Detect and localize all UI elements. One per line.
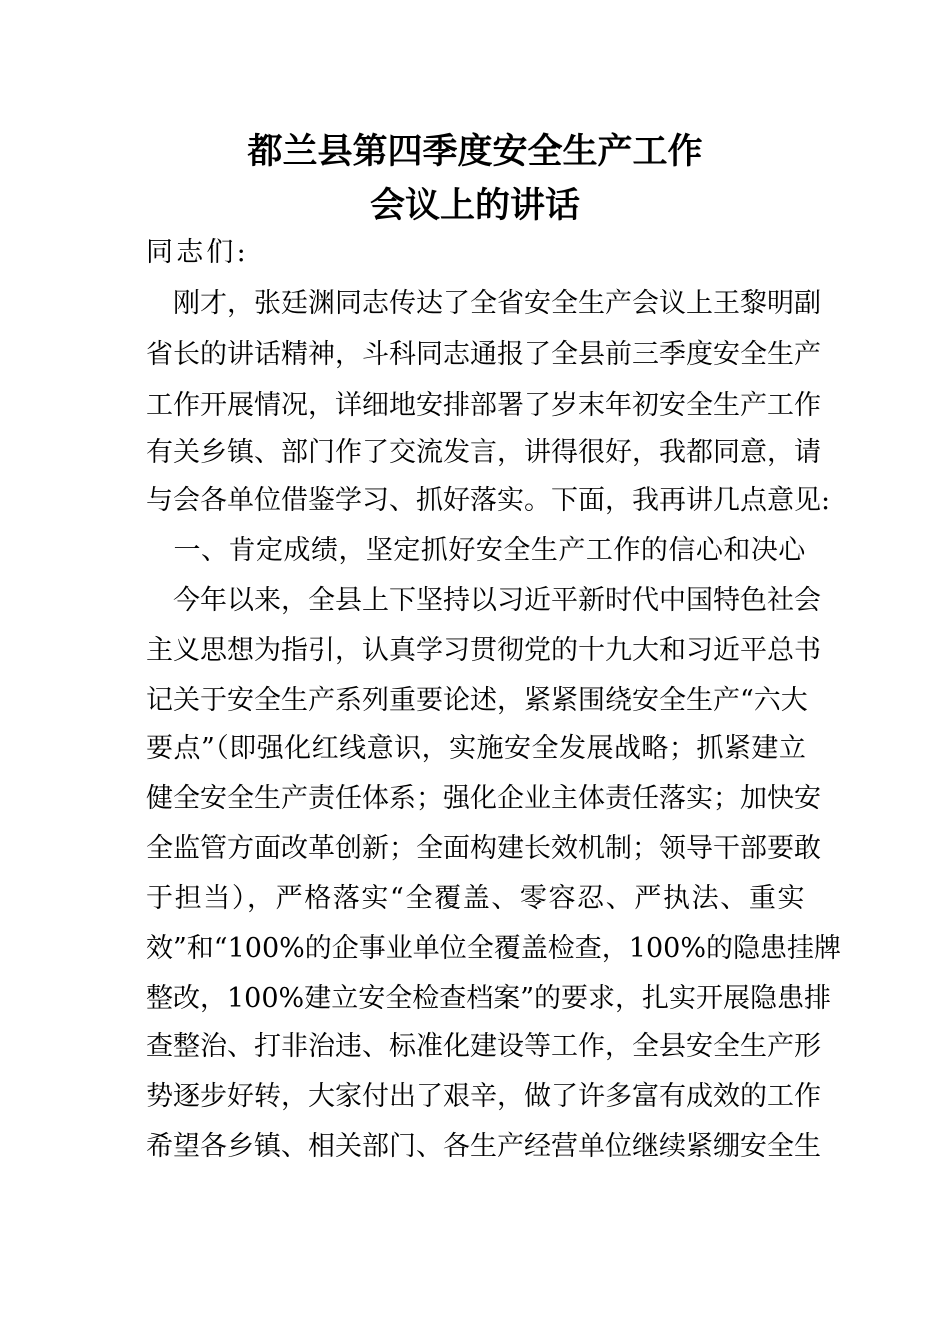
salutation: 同志们: (146, 237, 249, 268)
body-line: 省长的讲话精神，斗科同志通报了全县前三季度安全生产 (146, 339, 821, 370)
document-title-line-2: 会议上的讲话 (369, 186, 580, 226)
body-line: 势逐步好转，大家付出了艰辛，做了许多富有成效的工作 (146, 1081, 821, 1112)
body-line: 查整治、打非治违、标准化建设等工作，全县安全生产形 (146, 1031, 821, 1062)
body-line: 整改，100%建立安全检查档案”的要求，扎实开展隐患排 (146, 983, 831, 1014)
body-line: 与会各单位借鉴学习、抓好落实。下面，我再讲几点意见: (146, 485, 831, 516)
body-line: 健全安全生产责任体系；强化企业主体责任落实；加快安 (146, 783, 821, 814)
body-line: 全监管方面改革创新；全面构建长效机制；领导干部要敢 (146, 833, 821, 864)
body-line: 今年以来，全县上下坚持以习近平新时代中国特色社会 (146, 585, 821, 616)
body-line: 希望各乡镇、相关部门、各生产经营单位继续紧绷安全生 (146, 1131, 821, 1162)
body-line: 要点”（即强化红线意识，实施安全发展战略；抓紧建立 (146, 733, 807, 764)
document-title-line-1: 都兰县第四季度安全生产工作 (247, 132, 703, 172)
body-line: 主义思想为指引，认真学习贯彻党的十九大和习近平总书 (146, 635, 821, 666)
body-line: 效”和“100%的企事业单位全覆盖检查，100%的隐患挂牌 (146, 933, 841, 964)
section-heading: 一、肯定成绩，坚定抓好安全生产工作的信心和决心 (146, 535, 806, 566)
body-line: 于担当），严格落实“全覆盖、零容忍、严执法、重实 (146, 883, 807, 914)
body-line: 刚才，张廷渊同志传达了全省安全生产会议上王黎明副 (146, 288, 821, 319)
body-line: 记关于安全生产系列重要论述，紧紧围绕安全生产“六大 (146, 685, 808, 716)
body-line: 工作开展情况，详细地安排部署了岁末年初安全生产工作 (146, 390, 821, 421)
body-line: 有关乡镇、部门作了交流发言，讲得很好，我都同意，请 (146, 437, 821, 468)
